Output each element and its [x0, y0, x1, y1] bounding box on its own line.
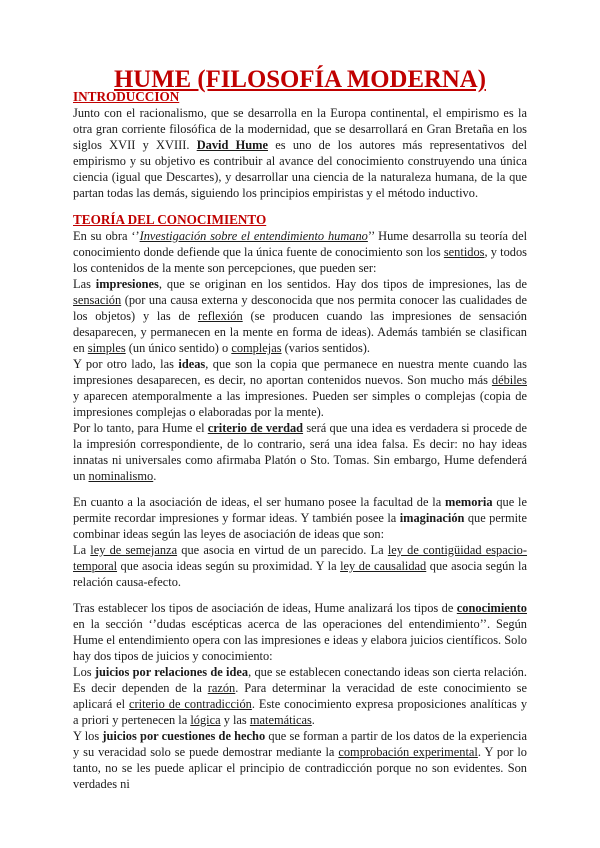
paragraph-leyes: La ley de semejanza que asocia en virtud de un parecido. La ley de contigüidad espacio-temporal que asocia ideas según su proximidad. Y la ley de causalidad que asocia según la relación causa-efecto. — [73, 543, 528, 589]
paragraph-asociacion: En cuanto a la asociación de ideas, el ser humano posee la facultad de la memoria que le permite recordar impresiones y formar ideas. Y también posee la imaginación que permite combinar ideas según las leyes de asociación de ideas que son: — [73, 495, 527, 541]
paragraph-cuestiones-hecho: Y los juicios por cuestiones de hecho que se forman a partir de los datos de la experiencia y su veracidad solo se puede demostrar mediante la comprobación experimental. Y por lo tanto, no se les puede aplicar el principio de contradicción porque no son evidentes. Son verdades ni — [73, 729, 527, 791]
paragraph-ideas: Y por otro lado, las ideas, que son la copia que permanece en nuestra mente cuando las impresiones desaparecen, es decir, no aportan contenidos nuevos. Son mucho más débiles y aparecen atemporalmente a las impresiones. Pueden ser simples o complejas (copia de impresiones complejas o elaboradas por la mente). — [73, 357, 527, 419]
paragraph-relaciones-idea: Los juicios por relaciones de idea, que se establecen conectando ideas son cierta relación. Es decir dependen de la razón. Para determinar la veracidad de este conocimiento se aplicará el criterio de contradicción. Este conocimiento expresa proposiciones analíticas y a priori y pertenecen la lógica y las matemáticas. — [73, 665, 528, 727]
paragraph-conocimiento: Tras establecer los tipos de asociación de ideas, Hume analizará los tipos de conocimiento en la sección ‘’dudas escépticas acerca de las operaciones del entendimiento’’. Según Hume el entendimiento opera con las impresiones e ideas y elabora juicios científicos. Solo hay dos tipos de juicios y conocimiento: — [73, 601, 527, 663]
paragraph-criterio-verdad: Por lo tanto, para Hume el criterio de verdad será que una idea es verdadera si procede de la impresión correspondiente, de lo contrario, será una idea falsa. Es decir: no hay ideas innatas ni universales como afirmaba Platón o Sto. Tomas. Sin embargo, Hume defenderá un nominalismo. — [73, 421, 528, 483]
paragraph-impresiones: Las impresiones, que se originan en los sentidos. Hay dos tipos de impresiones, las de sensación (por una causa externa y desconocida que nos permita conocer las cualidades de los objetos) y las de reflexión (se producen cuando las impresiones de sensación desaparecen, y permanecen en la mente en forma de ideas). Además también se clasifican en simples (un único sentido) o complejas (varios sentidos). — [73, 277, 527, 355]
paragraph-intro: Junto con el racionalismo, que se desarrolla en la Europa continental, el empirismo es la otra gran corriente filosófica de la modernidad, que se desarrollará en Gran Bretaña en los siglos XVII y XVIII. David Hume es uno de los autores más representativos del empirismo y su objetivo es contribuir al avance del conocimiento construyendo una única ciencia (igual que Descartes), y desarrollar una ciencia de la naturaleza humana, de la que partan todas las demás, siguiendo los principios empiristas y el método inductivo. — [73, 106, 528, 200]
section-heading-introduccion: INTRODUCCIÓN — [73, 89, 180, 104]
document-title: HUME (FILOSOFÍA MODERNA) — [114, 66, 486, 93]
document-body — [73, 66, 528, 792]
book-title: Investigación sobre el entendimiento humano — [139, 229, 368, 243]
paragraph-obra: En su obra ‘’Investigación sobre el entendimiento humano’’ Hume desarrolla su teoría del conocimiento donde defiende que la única fuente de conocimiento son los sentidos, y todos los contenidos de la mente son percepciones, que pueden ser: — [73, 229, 528, 275]
section-heading-teoria: TEORÍA DEL CONOCIMIENTO — [73, 212, 267, 227]
author-name: David Hume — [196, 138, 268, 152]
